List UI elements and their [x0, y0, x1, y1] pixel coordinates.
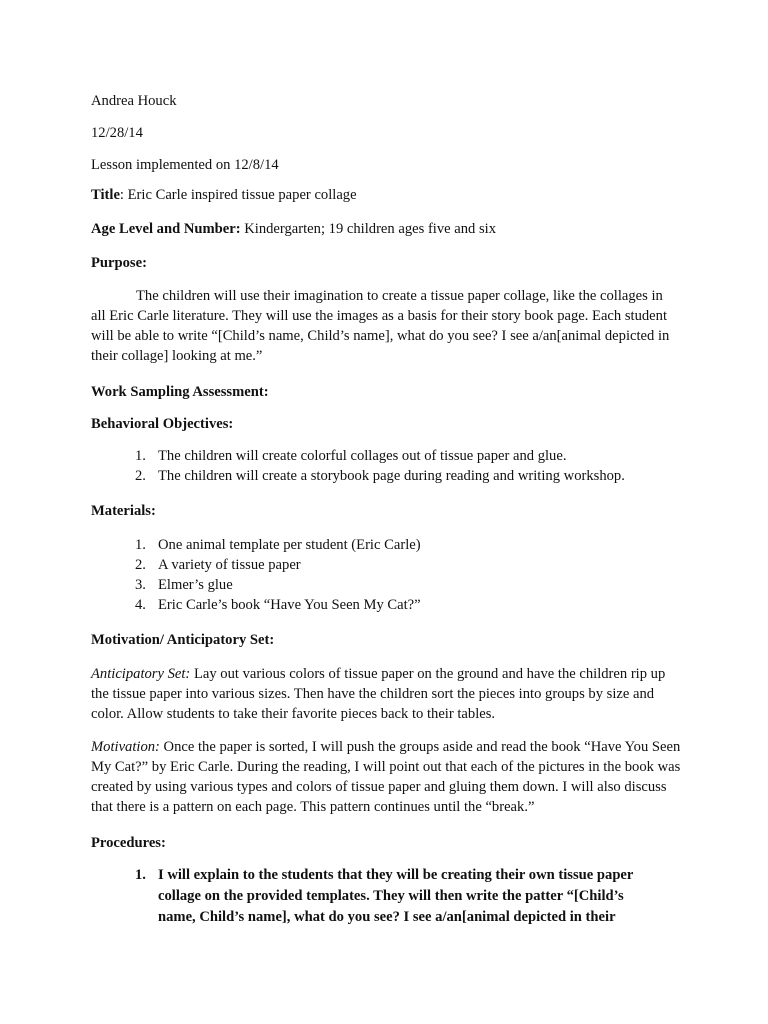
procedures-heading: Procedures:	[91, 835, 166, 851]
materials-heading: Materials:	[91, 503, 156, 519]
list-item: 1. One animal template per student (Eric Carle)	[135, 537, 421, 553]
motivation-label: Motivation:	[91, 739, 160, 755]
motivation-body: Once the paper is sorted, I will push the groups aside and read the book “Have You Seen My Cat?” by Eric Carle. During the reading, I will point out that each of the pictures in the book was created by using various types and colors of tissue paper and gluing them down. I will also discuss that there is a pattern on each page. This pattern continues until the “break.”	[91, 739, 681, 815]
age-level	[91, 219, 496, 239]
purpose-body: The children will use their imagination to create a tissue paper collage, like the collages in all Eric Carle literature. They will use the images as a basis for their story book page. Each student will be able to write “[Child’s name, Child’s name], what do you see? I see a/an[animal depicted in their collage] looking at me.”	[91, 288, 670, 364]
anticipatory-set-paragraph	[91, 664, 681, 724]
purpose-heading: Purpose:	[91, 255, 147, 271]
implementation-date: Lesson implemented on 12/8/14	[91, 157, 279, 173]
author-name: Andrea Houck	[91, 93, 177, 109]
anticipatory-set-label: Anticipatory Set:	[91, 666, 191, 682]
motivation-paragraph	[91, 737, 681, 817]
lesson-title	[91, 185, 357, 205]
materials-list	[91, 535, 421, 615]
list-item: 2. A variety of tissue paper	[135, 557, 301, 573]
list-item: 4. Eric Carle’s book “Have You Seen My Cat?”	[135, 597, 421, 613]
motivation-heading: Motivation/ Anticipatory Set:	[91, 632, 275, 648]
work-sampling-heading: Work Sampling Assessment:	[91, 384, 269, 400]
list-item: 2. The children will create a storybook page during reading and writing workshop.	[135, 468, 625, 484]
list-item: 1. The children will create colorful collages out of tissue paper and glue.	[135, 448, 567, 464]
lesson-title-value: : Eric Carle inspired tissue paper collage	[119, 187, 357, 203]
document-date: 12/28/14	[91, 125, 143, 141]
objectives-list	[91, 446, 625, 486]
procedure-item: 1. I will explain to the students that they will be creating their own tissue paper collage on the provided templates. They will then write the patter “[Child’s name, Child’s name], what do you see? I see a/an[animal depicted in their	[135, 867, 634, 925]
lesson-title-label: Title	[91, 187, 120, 203]
list-item: 3. Elmer’s glue	[135, 577, 233, 593]
age-level-value: Kindergarten; 19 children ages five and six	[240, 221, 497, 237]
anticipatory-set-body: Lay out various colors of tissue paper on the ground and have the children rip up the tissue paper into various sizes. Then have the children sort the pieces into groups by size and color. Allow students to take their favorite pieces back to their tables.	[91, 666, 666, 722]
age-level-label: Age Level and Number:	[91, 221, 241, 237]
objectives-heading: Behavioral Objectives:	[91, 416, 234, 432]
